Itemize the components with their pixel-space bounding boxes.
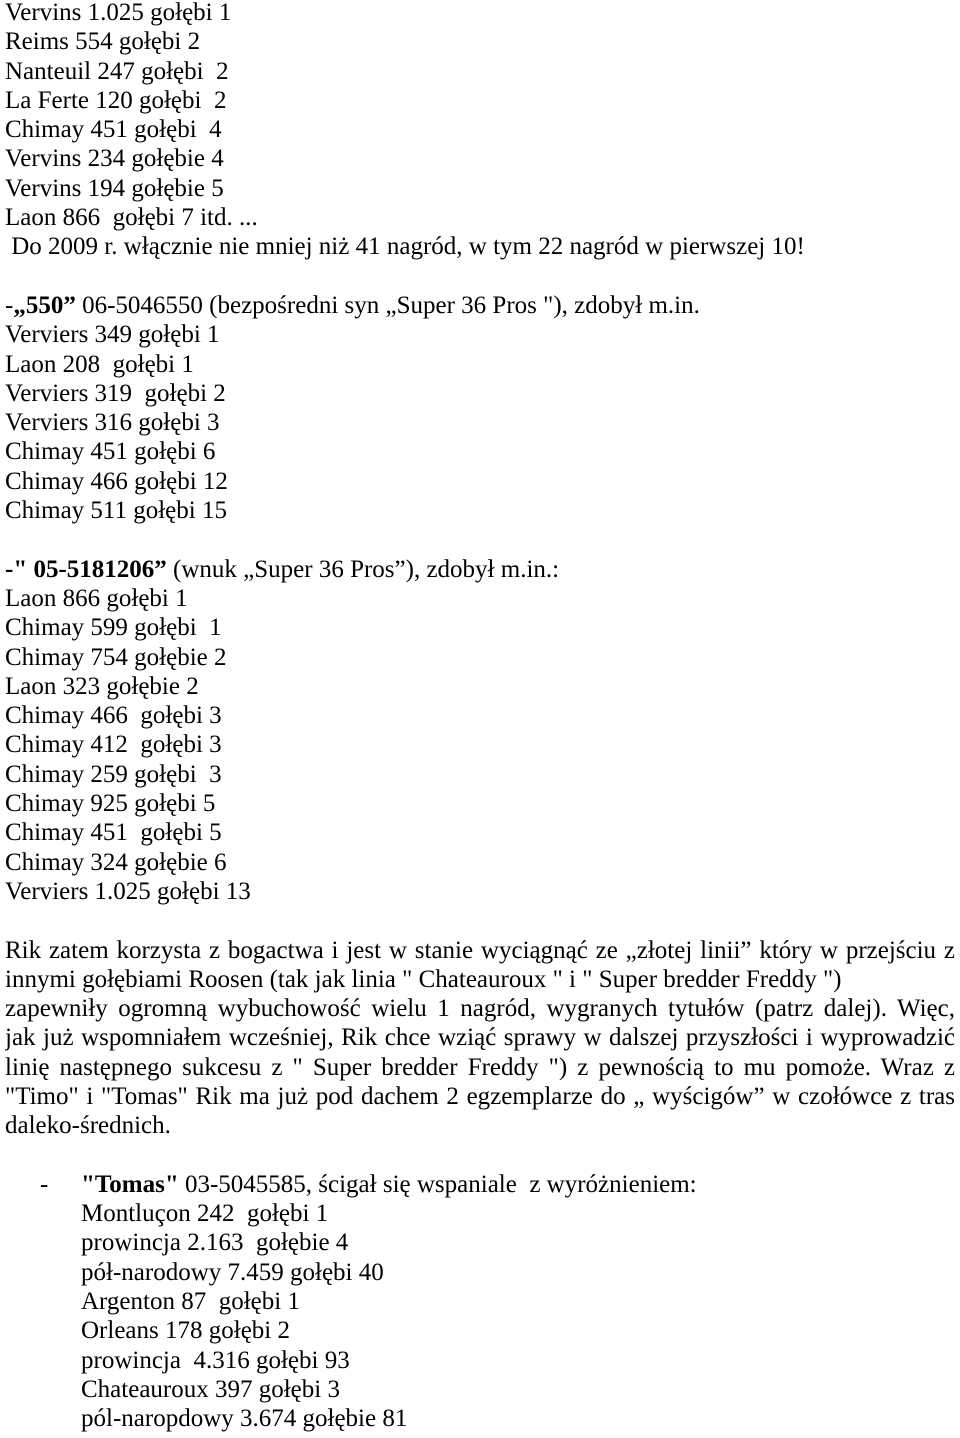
result-line: Vervins 234 gołębie 4 (5, 145, 224, 173)
result-line: Orleans 178 gołębi 2 (81, 1317, 290, 1345)
result-line: Laon 866 gołębi 1 (5, 584, 188, 612)
result-line: Verviers 316 gołębi 3 (5, 409, 220, 437)
results-list (5, 320, 955, 525)
paragraph-line: "Timo" i "Tomas" Rik ma już pod dachem 2 egzemplarze do „ wyścigów” w czołówce z tras (5, 1082, 955, 1110)
heading-text: (wnuk „Super 36 Pros”), zdobył m.in.: (166, 555, 560, 583)
result-line: Verviers 319 gołębi 2 (5, 379, 226, 407)
blank-line (5, 1141, 955, 1170)
blank-line (5, 906, 955, 935)
result-line: prowincja 4.316 gołębi 93 (81, 1346, 350, 1374)
blank-line (5, 525, 955, 554)
result-line: Chimay 259 gołębi 3 (5, 760, 222, 788)
bullet-dash: - (40, 1170, 49, 1198)
result-line: Chimay 451 gołębi 4 (5, 116, 222, 144)
paragraph-line: innymi gołębiami Roosen (tak jak linia " Chateauroux " i " Super bredder Freddy ") (5, 965, 842, 993)
pigeon-name: "Tomas" (81, 1170, 179, 1198)
blank-line (5, 262, 955, 291)
summary-line: Do 2009 r. włącznie nie mniej niż 41 nagród, w tym 22 nagród w pierwszej 10! (5, 233, 805, 261)
body-paragraph (5, 936, 955, 1141)
result-line: La Ferte 120 gołębi 2 (5, 86, 227, 114)
heading-text: 06-5046550 (bezpośredni syn „Super 36 Pros "), zdobył m.in. (75, 291, 700, 319)
result-line: Argenton 87 gołębi 1 (81, 1288, 300, 1316)
result-line: Chimay 754 gołębie 2 (5, 643, 227, 671)
result-line: prowincja 2.163 gołębie 4 (81, 1229, 349, 1257)
paragraph-line: linię następnego sukcesu z " Super bredder Freddy ") z pewnością to mu pomoże. Wraz z (5, 1053, 955, 1081)
bullet-item-tomas (5, 1170, 955, 1199)
result-line: pól-naropdowy 3.674 gołębie 81 (81, 1405, 408, 1433)
result-line: Reims 554 gołębi 2 (5, 28, 201, 56)
results-list (5, 0, 955, 232)
result-line: Chimay 451 gołębi 5 (5, 819, 222, 847)
result-line: Laon 323 gołębie 2 (5, 672, 199, 700)
pigeon-name: „550” (13, 291, 76, 319)
paragraph-line: zapewniły ogromną wybuchowość wielu 1 nagród, wygranych tytułów (patrz dalej). Więc, (5, 995, 955, 1023)
pigeon-name: -" 05-5181206” (5, 555, 167, 583)
heading-dash: - (5, 291, 14, 319)
paragraph-line: jak już wspomniałem wcześniej, Rik chce wziąć sprawy w dalszej przyszłości i wyprowadzić (5, 1024, 955, 1052)
result-line: Laon 866 gołębi 7 itd. ... (5, 204, 258, 232)
pigeon-heading (5, 291, 955, 320)
result-line: Chimay 466 gołębi 3 (5, 702, 222, 730)
paragraph-line: Rik zatem korzysta z bogactwa i jest w stanie wyciągnąć ze „złotej linii” który w przejściu z (5, 936, 955, 964)
results-list (5, 584, 955, 906)
result-line: Chimay 511 gołębi 15 (5, 497, 227, 525)
results-list (5, 1199, 955, 1433)
result-line: Chimay 324 gołębie 6 (5, 848, 227, 876)
result-line: Vervins 1.025 gołębi 1 (5, 0, 232, 26)
result-line: pół-narodowy 7.459 gołębi 40 (81, 1258, 384, 1286)
result-line: Chimay 466 gołębi 12 (5, 467, 228, 495)
result-line: Nanteuil 247 gołębi 2 (5, 57, 229, 85)
result-line: Chimay 925 gołębi 5 (5, 790, 216, 818)
result-line: Chimay 599 gołębi 1 (5, 614, 222, 642)
result-line: Verviers 349 gołębi 1 (5, 321, 220, 349)
result-line: Laon 208 gołębi 1 (5, 350, 194, 378)
paragraph-line: daleko-średnich. (5, 1112, 171, 1140)
pigeon-heading (5, 555, 955, 584)
result-line: Montluçon 242 gołębi 1 (81, 1200, 329, 1228)
result-line: Chimay 412 gołębi 3 (5, 731, 222, 759)
result-line: Chimay 451 gołębi 6 (5, 438, 216, 466)
heading-text: 03-5045585, ścigał się wspaniale z wyróżnieniem: (178, 1170, 697, 1198)
result-line: Chateauroux 397 gołębi 3 (81, 1375, 340, 1403)
result-line: Verviers 1.025 gołębi 13 (5, 877, 251, 905)
result-line: Vervins 194 gołębie 5 (5, 174, 224, 202)
